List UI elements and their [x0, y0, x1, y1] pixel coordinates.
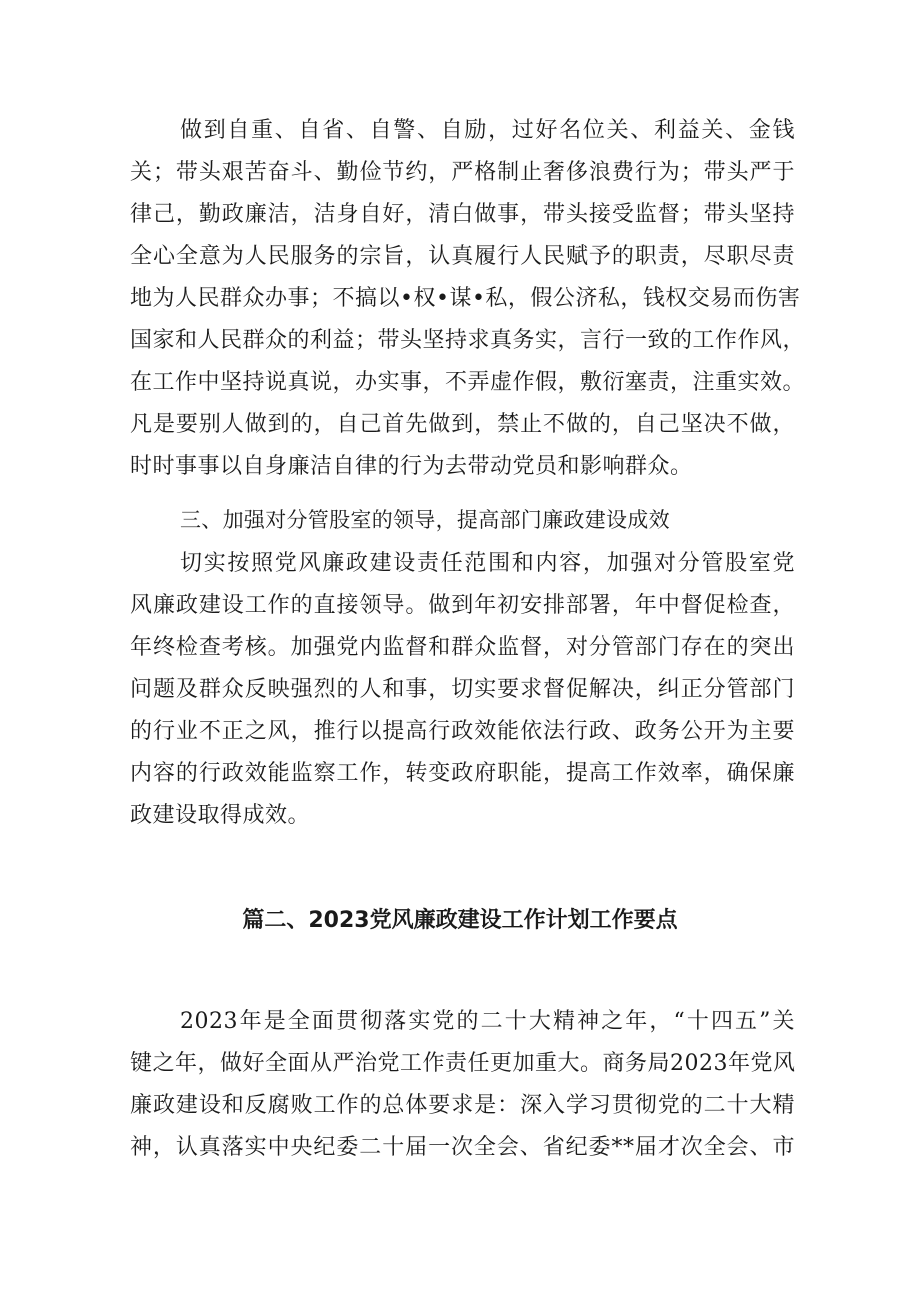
paragraph-2-line-4: 问题及群众反映强烈的人和事，切实要求督促解决，纠正分管部门: [130, 677, 795, 702]
paragraph-1-line-9: 时时事事以自身廉洁自律的行为去带动党员和影响群众。: [130, 454, 693, 479]
paragraph-2-line-2: 风廉政建设工作的直接领导。做到年初安排部署，年中督促检查，: [130, 593, 795, 618]
paragraph-2-line-5: 的行业不正之风，推行以提高行政效能依法行政、政务公开为主要: [130, 719, 795, 744]
paragraph-1-line-1: 做到自重、自省、自警、自励，过好名位关、利益关、金钱: [180, 118, 795, 143]
paragraph-3-line-2: 键之年，做好全面从严治党工作责任更加重大。商务局2023年党风: [130, 1051, 796, 1076]
paragraph-2-line-7: 政建设取得成效。: [130, 803, 311, 828]
paragraph-1-line-8: 凡是要别人做到的，自己首先做到，禁止不做的，自己坚决不做，: [130, 412, 795, 437]
paragraph-1-line-4: 全心全意为人民服务的宗旨，认真履行人民赋予的职责，尽职尽责: [130, 244, 795, 269]
section-title: 篇二、2023党风廉政建设工作计划工作要点: [242, 908, 678, 933]
paragraph-3-line-1: 2023年是全面贯彻落实党的二十大精神之年，“十四五”关: [180, 1009, 795, 1034]
paragraph-1-line-5: 地为人民群众办事；不搞以•权•谋•私，假公济私，钱权交易而伤害: [130, 286, 801, 311]
paragraph-1-line-2: 关；带头艰苦奋斗、勤俭节约，严格制止奢侈浪费行为；带头严于: [130, 160, 795, 185]
paragraph-2-line-6: 内容的行政效能监察工作，转变政府职能，提高工作效率，确保廉: [130, 761, 795, 786]
paragraph-1-line-3: 律己，勤政廉洁，洁身自好，清白做事，带头接受监督；带头坚持: [130, 202, 795, 227]
paragraph-3-line-3: 廉政建设和反腐败工作的总体要求是：深入学习贯彻党的二十大精: [130, 1093, 795, 1118]
paragraph-2-line-3: 年终检查考核。加强党内监督和群众监督，对分管部门存在的突出: [130, 635, 795, 660]
paragraph-2-line-1: 切实按照党风廉政建设责任范围和内容，加强对分管股室党: [180, 551, 795, 576]
subheading-3: 三、加强对分管股室的领导，提高部门廉政建设成效: [180, 508, 670, 532]
paragraph-3-line-4: 神，认真落实中央纪委二十届一次全会、省纪委**届才次全会、市: [130, 1135, 795, 1160]
paragraph-1-line-7: 在工作中坚持说真说，办实事，不弄虚作假，敷衍塞责，注重实效。: [130, 370, 806, 395]
paragraph-1-line-6: 国家和人民群众的利益；带头坚持求真务实，言行一致的工作作风，: [130, 328, 806, 353]
